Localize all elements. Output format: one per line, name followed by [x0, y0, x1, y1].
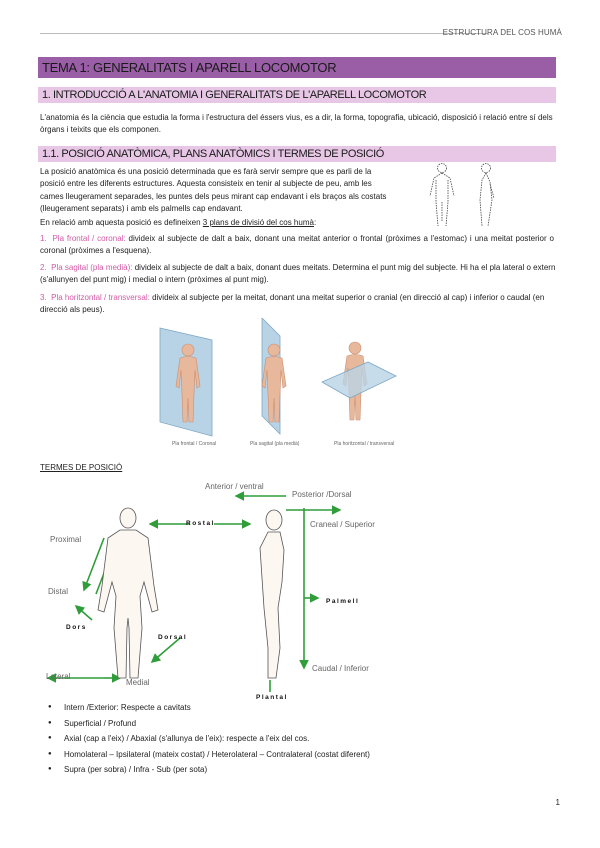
label-cranial: Craneal / Superior: [310, 520, 375, 529]
label-dorsal: Dorsal: [158, 634, 188, 641]
list-item: ● Homolateral – Ipsilateral (mateix costat) / Heterolateral – Contralateral (costat diferent): [48, 747, 548, 763]
label-lateral: Lateral: [46, 672, 71, 681]
list-item: ● Supra (per sobra) / Infra - Sub (per sota): [48, 762, 548, 778]
terms-heading: TERMES DE POSICIÓ: [40, 463, 123, 472]
caption-sagital: Pla sagital (pla medià): [250, 441, 300, 447]
section-1-heading: 1. INTRODUCCIÓ A L'ANATOMIA I GENERALITATS DE L'APARELL LOCOMOTOR: [38, 87, 556, 103]
running-header: ESTRUCTURA DEL COS HUMÀ: [442, 28, 562, 37]
side-body-figure: [260, 510, 284, 678]
horizontal-plane: [322, 362, 396, 398]
position-terms-diagram: [40, 478, 440, 700]
label-distal: Distal: [48, 587, 69, 596]
plan-sagital: 2. Pla sagital (pla medià): divideix al subjecte de dalt a baix, donant dues meitats. Determina el punt mig del subjecte. Hi ha el pla lateral o extern (s'allunyen del punt mig) i medial o intern (pròximes al punt mig).: [40, 263, 556, 285]
anatomical-position-text: La posició anatòmica és una posició determinada que es farà servir sempre que es parli de la posició entre les diferents estructures. Aquesta consisteix en tenir al subjecte de peu, amb les cames lleugerament separades, les puntes dels peus mirant cap endavant i els braços als costats (lleugerament separats) i amb els palmells cap endavant.: [40, 167, 387, 214]
label-medial: Medial: [126, 678, 150, 687]
label-palmell: Palmell: [326, 598, 360, 605]
label-plantal: Plantal: [256, 694, 288, 701]
anatomical-planes-illustration: [150, 318, 400, 438]
front-body-figure: [98, 508, 158, 678]
label-dors: Dors: [66, 624, 87, 631]
list-item: ● Axial (cap a l'eix) / Abaxial (s'allunya de l'eix): respecte a l'eix del cos.: [48, 731, 548, 747]
label-proximal: Proximal: [50, 535, 82, 544]
plans-intro: En relació amb aquesta posició es defineixen 3 plans de divisió del cos humà:: [40, 218, 317, 227]
label-rostral: Rostal: [186, 520, 215, 527]
section-1-1-heading: 1.1. POSICIÓ ANATÒMICA, PLANS ANATÒMICS I TERMES DE POSICIÓ: [38, 146, 556, 162]
section-1-text: L'anatomia és la ciència que estudia la forma i l'estructura del éssers vius, es a dir, la forma, topografia, ubicació, disposició i relació entre sí dels òrgans i teixits que els componen.: [40, 113, 553, 135]
plan-frontal: 1. Pla frontal / coronal: divideix al subjecte de dalt a baix, donant una meitat anterior o frontal (pròximes a l'estomac) i una meitat posterior o coronal (pròximes a l'esquena).: [40, 234, 554, 256]
list-item: ● Intern /Exterior: Respecte a cavitats: [48, 700, 548, 716]
list-item: ● Superficial / Profund: [48, 716, 548, 732]
label-caudal: Caudal / Inferior: [312, 664, 369, 673]
caption-horitzontal: Pla horitzontal / transversal: [334, 441, 395, 447]
header-rule: [40, 33, 488, 34]
plan-horitzontal: 3. Pla horitzontal / transversal: divideix al subjecte per la meitat, donant una meitat superior o cranial (en direcció al cap) i inferior o caudal (en direcció als peus).: [40, 293, 545, 315]
page-number: 1: [555, 798, 560, 807]
position-terms-list: [48, 700, 548, 778]
caption-frontal: Pla frontal / Coronal: [172, 441, 217, 447]
label-posterior: Posterior /Dorsal: [292, 490, 352, 499]
document-title: TEMA 1: GENERALITATS I APARELL LOCOMOTOR: [38, 57, 556, 78]
label-anterior: Anterior / ventral: [205, 482, 264, 491]
